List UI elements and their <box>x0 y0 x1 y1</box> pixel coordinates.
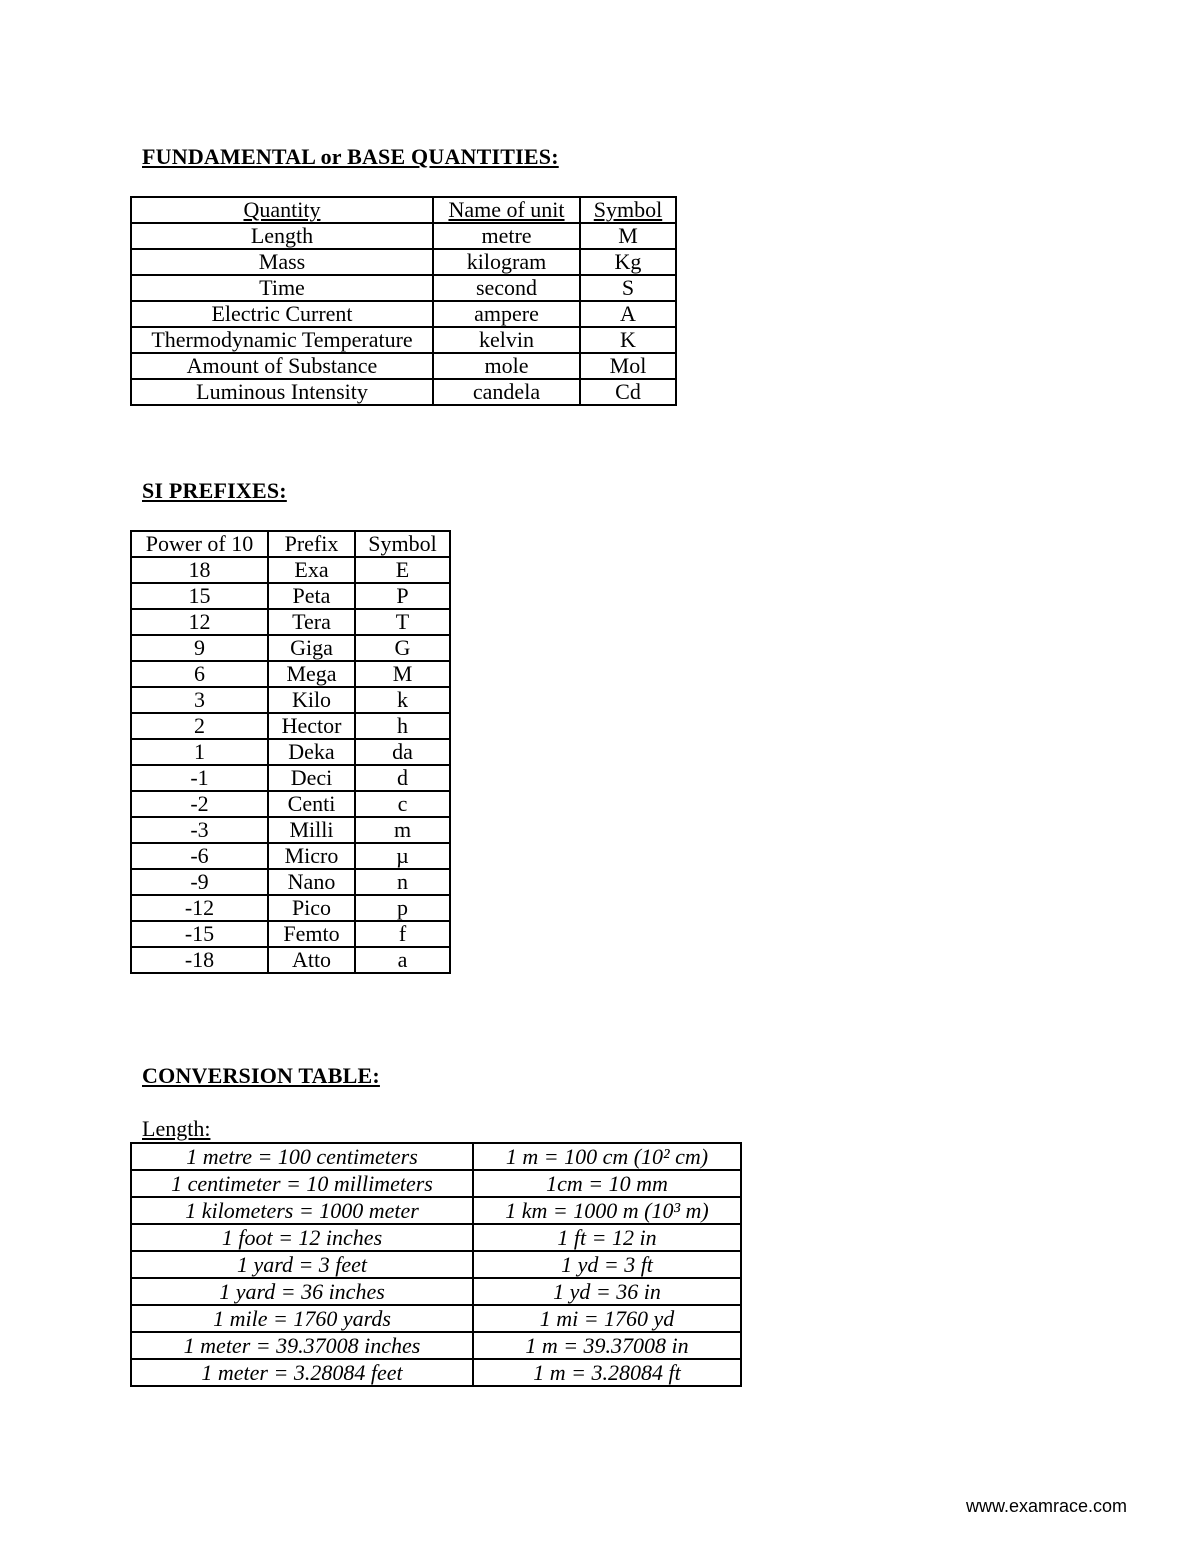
prefix-cell: Nano <box>268 869 355 895</box>
symbol-cell: A <box>580 301 676 327</box>
conversion-full-cell: 1 foot = 12 inches <box>131 1224 473 1251</box>
power-cell: -3 <box>131 817 268 843</box>
table-row <box>131 301 676 327</box>
table-row <box>131 921 450 947</box>
conversion-full-cell: 1 mile = 1760 yards <box>131 1305 473 1332</box>
table-row <box>131 1170 741 1197</box>
symbol-cell: T <box>355 609 450 635</box>
symbol-cell: h <box>355 713 450 739</box>
symbol-cell: a <box>355 947 450 973</box>
quantity-cell: Luminous Intensity <box>131 379 433 405</box>
power-cell: -1 <box>131 765 268 791</box>
symbol-cell: p <box>355 895 450 921</box>
symbol-cell: k <box>355 687 450 713</box>
symbol-cell: Cd <box>580 379 676 405</box>
power-cell: 6 <box>131 661 268 687</box>
table-row <box>131 275 676 301</box>
prefix-cell: Micro <box>268 843 355 869</box>
table-row <box>131 713 450 739</box>
prefix-cell: Centi <box>268 791 355 817</box>
column-header-power: Power of 10 <box>131 531 268 557</box>
symbol-cell: da <box>355 739 450 765</box>
si-prefixes-heading: SI PREFIXES: <box>142 478 287 503</box>
conversion-abbrev-cell: 1cm = 10 mm <box>473 1170 741 1197</box>
symbol-cell: P <box>355 583 450 609</box>
table-row <box>131 739 450 765</box>
column-header-quantity: Quantity <box>131 197 433 223</box>
conversion-abbrev-cell: 1 km = 1000 m (10³ m) <box>473 1197 741 1224</box>
table-row <box>131 947 450 973</box>
conversion-abbrev-cell: 1 yd = 3 ft <box>473 1251 741 1278</box>
quantity-cell: Electric Current <box>131 301 433 327</box>
power-cell: -18 <box>131 947 268 973</box>
conversion-full-cell: 1 metre = 100 centimeters <box>131 1143 473 1170</box>
table-row <box>131 1143 741 1170</box>
column-header-unit: Name of unit <box>433 197 580 223</box>
table-row <box>131 791 450 817</box>
prefix-cell: Femto <box>268 921 355 947</box>
column-header-symbol: Symbol <box>580 197 676 223</box>
conversion-full-cell: 1 kilometers = 1000 meter <box>131 1197 473 1224</box>
power-cell: 9 <box>131 635 268 661</box>
conversion-table-heading: CONVERSION TABLE: <box>142 1063 380 1088</box>
quantity-cell: Mass <box>131 249 433 275</box>
table-row <box>131 687 450 713</box>
table-row <box>131 869 450 895</box>
symbol-cell: G <box>355 635 450 661</box>
table-row <box>131 327 676 353</box>
conversion-full-cell: 1 meter = 3.28084 feet <box>131 1359 473 1386</box>
table-row <box>131 1197 741 1224</box>
prefix-cell: Atto <box>268 947 355 973</box>
symbol-cell: K <box>580 327 676 353</box>
symbol-cell: c <box>355 791 450 817</box>
table-row <box>131 223 676 249</box>
table-row <box>131 817 450 843</box>
power-cell: 2 <box>131 713 268 739</box>
conversion-full-cell: 1 centimeter = 10 millimeters <box>131 1170 473 1197</box>
table-row <box>131 379 676 405</box>
quantity-cell: Length <box>131 223 433 249</box>
power-cell: -2 <box>131 791 268 817</box>
prefix-cell: Giga <box>268 635 355 661</box>
conversion-abbrev-cell: 1 yd = 36 in <box>473 1278 741 1305</box>
prefix-cell: Peta <box>268 583 355 609</box>
quantity-cell: Thermodynamic Temperature <box>131 327 433 353</box>
power-cell: 15 <box>131 583 268 609</box>
table-row <box>131 557 450 583</box>
unit-cell: kilogram <box>433 249 580 275</box>
prefix-cell: Deci <box>268 765 355 791</box>
base-quantities-heading: FUNDAMENTAL or BASE QUANTITIES: <box>142 144 559 169</box>
table-row <box>131 843 450 869</box>
column-header-prefix: Prefix <box>268 531 355 557</box>
conversion-abbrev-cell: 1 ft = 12 in <box>473 1224 741 1251</box>
table-row <box>131 1251 741 1278</box>
table-row <box>131 583 450 609</box>
prefix-cell: Mega <box>268 661 355 687</box>
conversion-abbrev-cell: 1 m = 3.28084 ft <box>473 1359 741 1386</box>
power-cell: 3 <box>131 687 268 713</box>
symbol-cell: E <box>355 557 450 583</box>
power-cell: -6 <box>131 843 268 869</box>
quantity-cell: Time <box>131 275 433 301</box>
unit-cell: mole <box>433 353 580 379</box>
footer-website: www.examrace.com <box>966 1496 1128 1516</box>
table-row <box>131 1224 741 1251</box>
table-row <box>131 1278 741 1305</box>
symbol-cell: µ <box>355 843 450 869</box>
symbol-cell: S <box>580 275 676 301</box>
power-cell: -12 <box>131 895 268 921</box>
symbol-cell: M <box>355 661 450 687</box>
power-cell: 18 <box>131 557 268 583</box>
symbol-cell: m <box>355 817 450 843</box>
conversion-abbrev-cell: 1 mi = 1760 yd <box>473 1305 741 1332</box>
power-cell: 12 <box>131 609 268 635</box>
table-row <box>131 1305 741 1332</box>
length-label: Length: <box>142 1116 211 1141</box>
length-conversion-table <box>130 1142 742 1387</box>
prefix-cell: Milli <box>268 817 355 843</box>
conversion-full-cell: 1 yard = 36 inches <box>131 1278 473 1305</box>
table-row <box>131 609 450 635</box>
unit-cell: candela <box>433 379 580 405</box>
unit-cell: metre <box>433 223 580 249</box>
power-cell: -15 <box>131 921 268 947</box>
conversion-abbrev-cell: 1 m = 39.37008 in <box>473 1332 741 1359</box>
conversion-full-cell: 1 meter = 39.37008 inches <box>131 1332 473 1359</box>
table-header-row <box>131 197 676 223</box>
table-row <box>131 1332 741 1359</box>
conversion-abbrev-cell: 1 m = 100 cm (10² cm) <box>473 1143 741 1170</box>
unit-cell: kelvin <box>433 327 580 353</box>
prefix-cell: Hector <box>268 713 355 739</box>
symbol-cell: n <box>355 869 450 895</box>
conversion-full-cell: 1 yard = 3 feet <box>131 1251 473 1278</box>
column-header-symbol: Symbol <box>355 531 450 557</box>
unit-cell: second <box>433 275 580 301</box>
table-row <box>131 765 450 791</box>
power-cell: -9 <box>131 869 268 895</box>
table-row <box>131 249 676 275</box>
table-row <box>131 895 450 921</box>
symbol-cell: d <box>355 765 450 791</box>
quantity-cell: Amount of Substance <box>131 353 433 379</box>
table-header-row <box>131 531 450 557</box>
prefix-cell: Pico <box>268 895 355 921</box>
symbol-cell: f <box>355 921 450 947</box>
symbol-cell: Mol <box>580 353 676 379</box>
prefix-cell: Tera <box>268 609 355 635</box>
table-row <box>131 635 450 661</box>
table-row <box>131 1359 741 1386</box>
power-cell: 1 <box>131 739 268 765</box>
unit-cell: ampere <box>433 301 580 327</box>
base-quantities-table <box>130 196 677 406</box>
prefix-cell: Kilo <box>268 687 355 713</box>
table-row <box>131 353 676 379</box>
symbol-cell: M <box>580 223 676 249</box>
table-row <box>131 661 450 687</box>
si-prefixes-table <box>130 530 451 974</box>
prefix-cell: Deka <box>268 739 355 765</box>
symbol-cell: Kg <box>580 249 676 275</box>
prefix-cell: Exa <box>268 557 355 583</box>
